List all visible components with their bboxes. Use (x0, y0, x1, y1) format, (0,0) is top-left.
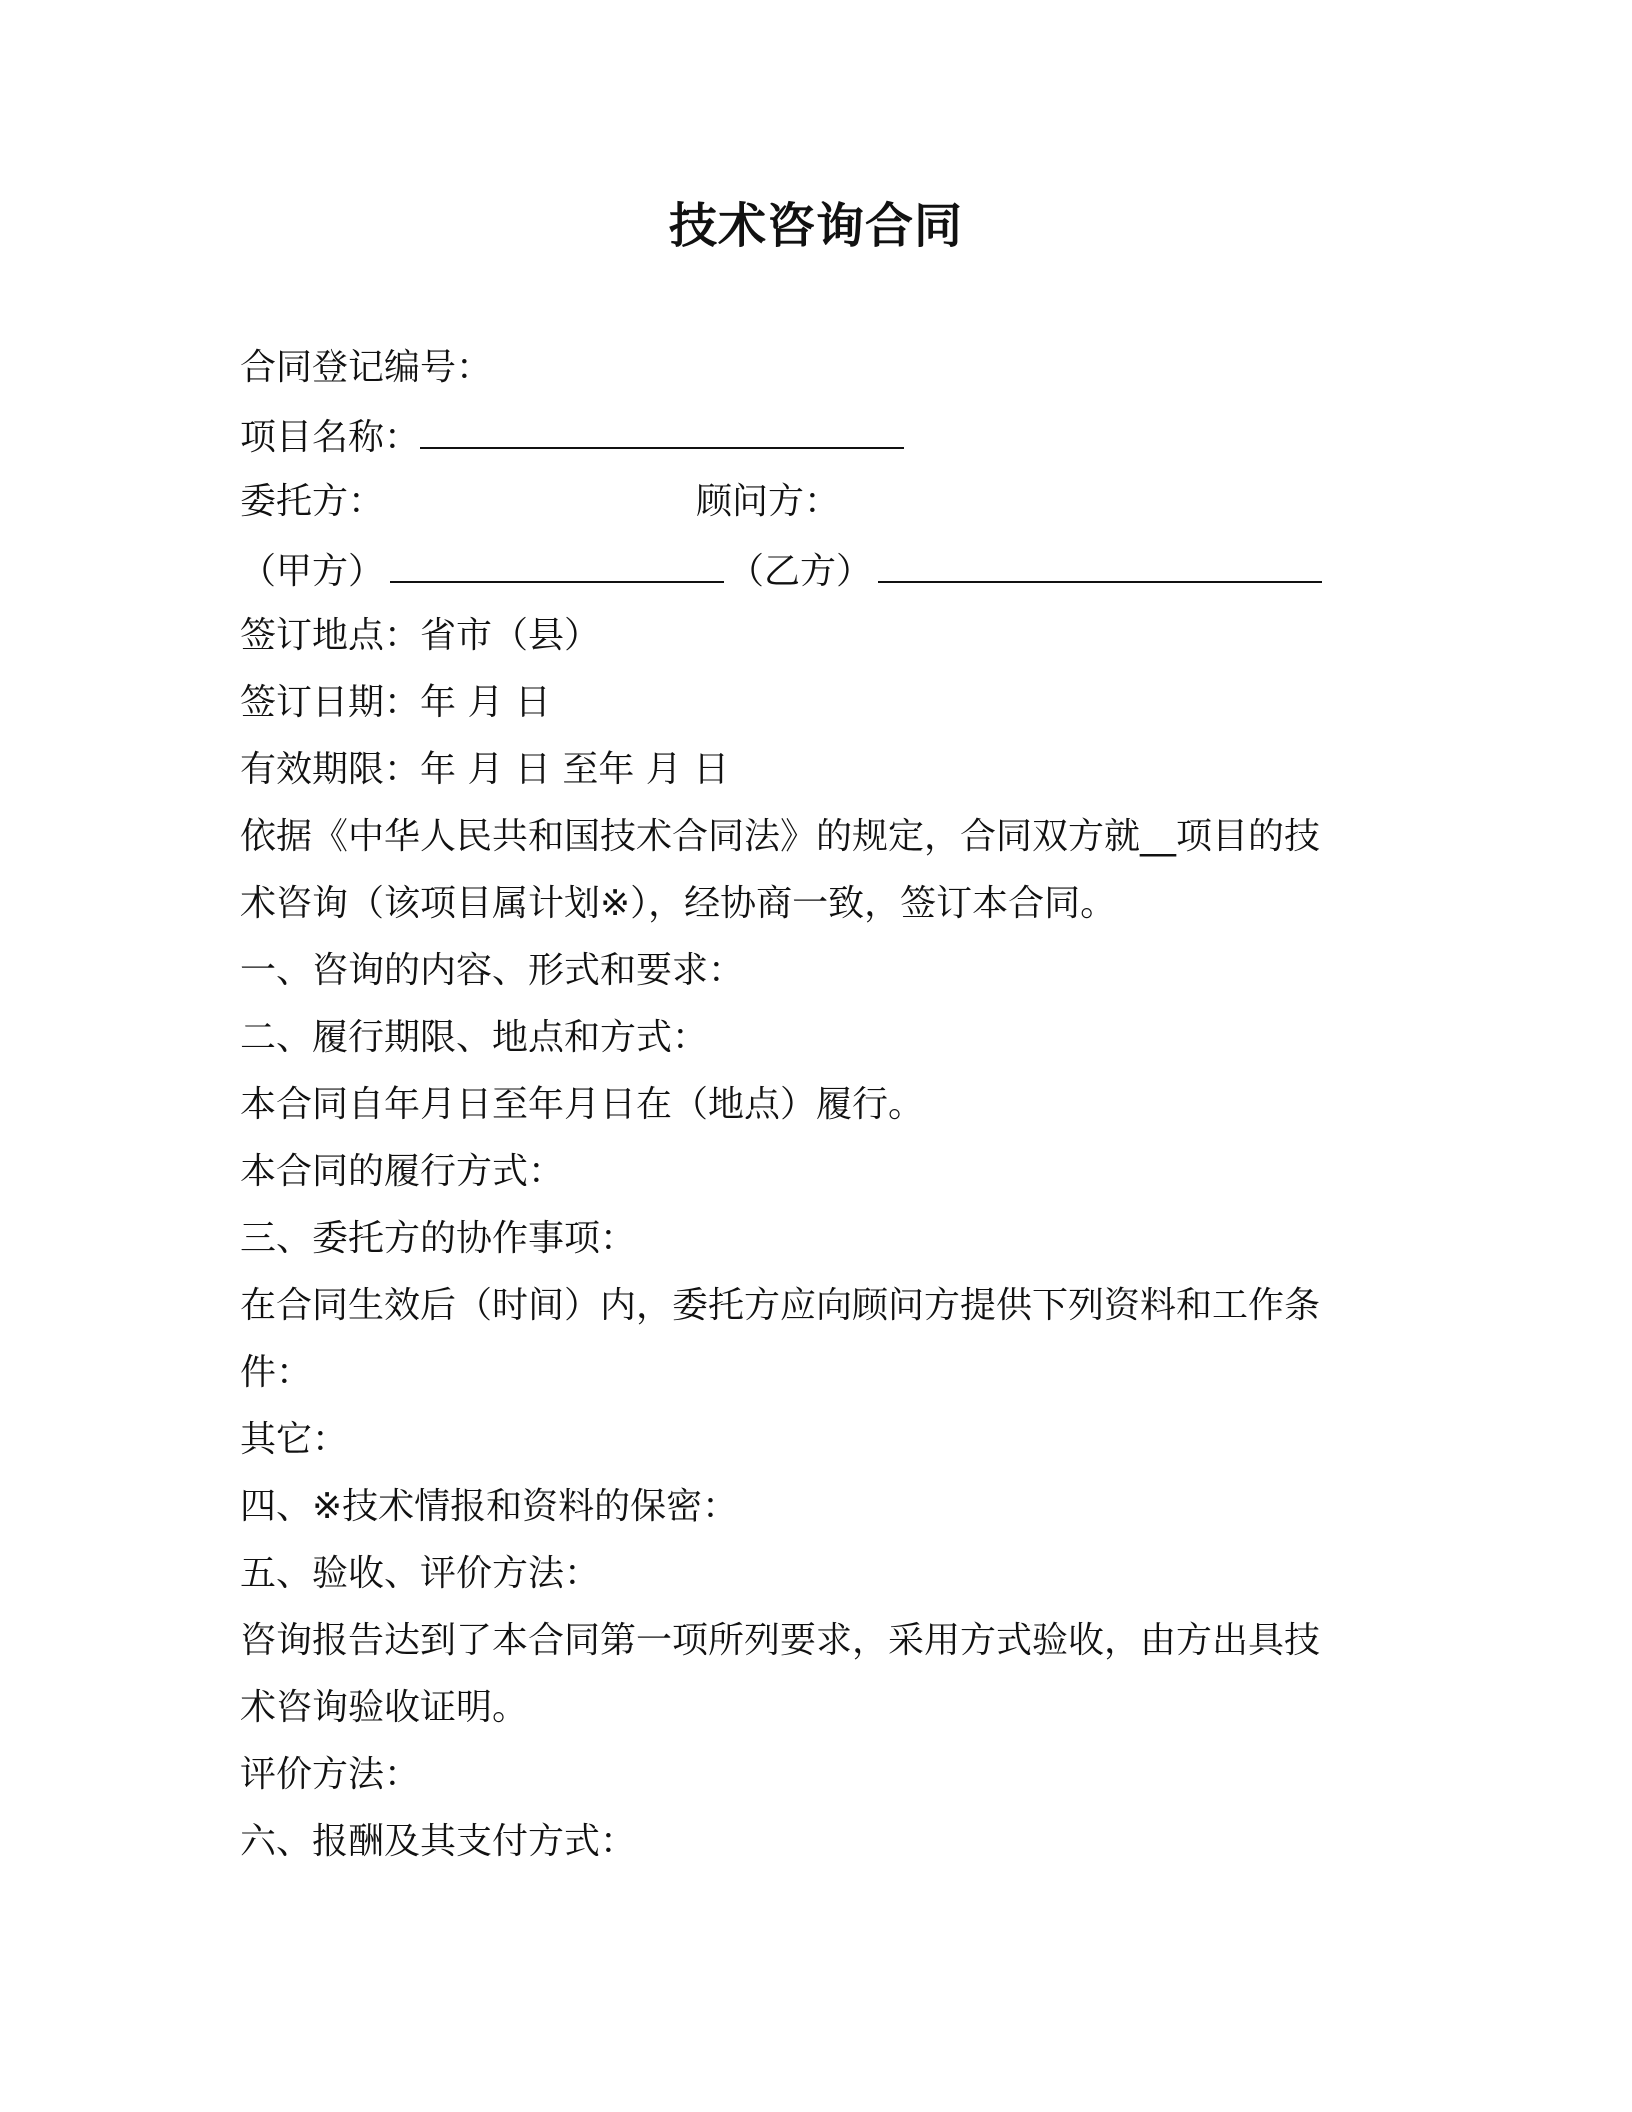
contract-registration-number (240, 346, 492, 390)
section-3-other: 其它： (240, 1419, 349, 1460)
section-6-heading: 六、报酬及其支付方式： (240, 1821, 637, 1862)
client-label: 委托方： (240, 481, 385, 522)
project-name-row (240, 413, 904, 460)
party-a-label: （甲方） (240, 551, 385, 592)
sign-date: 签订日期：年 月 日 (240, 682, 551, 723)
section-3-paragraph-line-2: 件： (240, 1352, 313, 1393)
section-5-paragraph-line-1: 咨询报告达到了本合同第一项所列要求，采用方式验收，由方出具技 (240, 1620, 1321, 1661)
project-name-label: 项目名称： (240, 417, 421, 458)
section-5-heading: 五、验收、评价方法： (240, 1553, 601, 1594)
document-title: 技术咨询合同 (668, 198, 963, 254)
section-1-heading: 一、咨询的内容、形式和要求： (240, 950, 745, 991)
basis-paragraph-line-1: 依据《中华人民共和国技术合同法》的规定，合同双方就__项目的技 (240, 816, 1321, 857)
section-5-paragraph-line-2: 术咨询验收证明。 (240, 1687, 529, 1728)
section-3-paragraph-line-1: 在合同生效后（时间）内，委托方应向顾问方提供下列资料和工作条 (240, 1285, 1321, 1326)
basis-paragraph-line-2: 术咨询（该项目属计划※），经协商一致，签订本合同。 (240, 883, 1117, 924)
sign-place: 签订地点：省市（县） (240, 615, 601, 656)
valid-period: 有效期限：年 月 日 至年 月 日 (240, 749, 730, 790)
section-2-heading: 二、履行期限、地点和方式： (240, 1017, 709, 1058)
section-2-period: 本合同自年月日至年月日在（地点）履行。 (240, 1084, 925, 1125)
consultant-label: 顾问方： (696, 481, 841, 522)
section-2-method: 本合同的履行方式： (240, 1151, 565, 1192)
project-name-blank (420, 413, 904, 449)
party-b-blank (878, 547, 1322, 583)
section-5-evaluation: 评价方法： (240, 1754, 421, 1795)
section-3-heading: 三、委托方的协作事项： (240, 1218, 637, 1259)
section-4-heading: 四、※技术情报和资料的保密： (240, 1486, 739, 1527)
registration-number-label: 合同登记编号： (240, 347, 493, 388)
party-b-label: （乙方） (728, 551, 873, 592)
parties-row (240, 547, 1322, 594)
party-a-blank (390, 547, 724, 583)
